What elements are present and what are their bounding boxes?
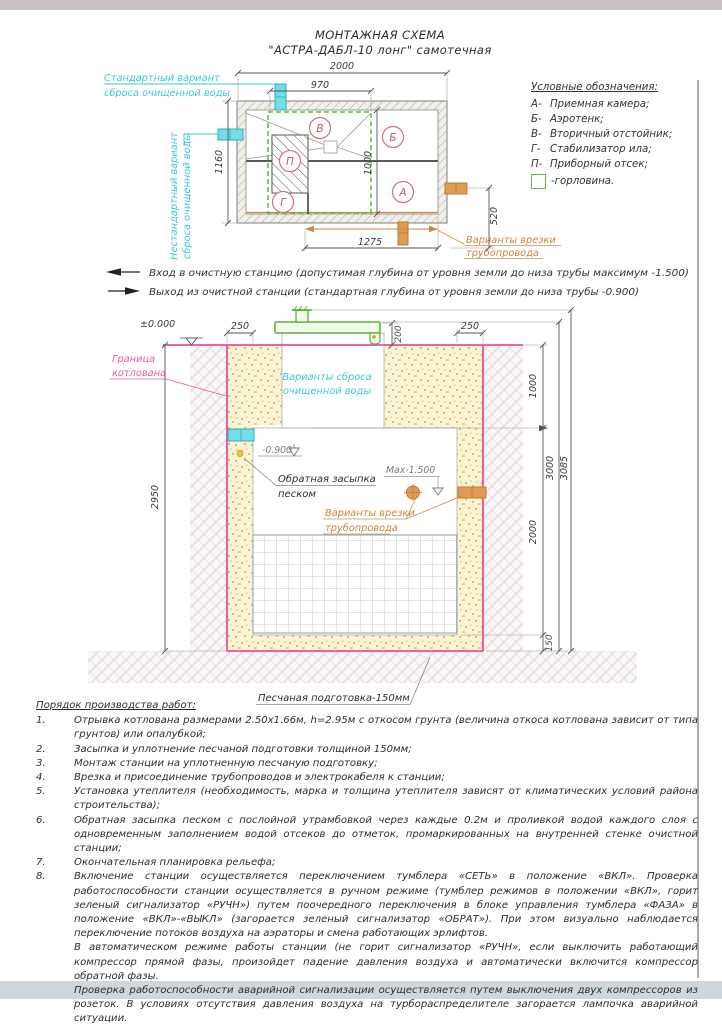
svg-text:сброса очищенной воды: сброса очищенной воды <box>182 132 193 260</box>
legend-item-a: А- Приемная камера; <box>531 99 650 110</box>
svg-text:Песчаная подготовка-150мм: Песчаная подготовка-150мм <box>258 693 410 704</box>
plan-pipe-nonstandard-discharge <box>218 129 243 140</box>
io-notes <box>106 267 689 298</box>
svg-text:Варианты сброса: Варианты сброса <box>282 372 372 383</box>
dim-1000-plan: 1000 <box>363 150 374 176</box>
worknote-item: 4. Врезка и присоединение трубопроводов и электрокабеля к станции; <box>36 772 445 784</box>
dim-250-right: 250 <box>460 321 480 332</box>
section-view <box>88 306 637 705</box>
svg-text:Мах-1.500: Мах-1.500 <box>386 465 436 476</box>
letter-B: Б <box>389 132 397 144</box>
svg-text:песком: песком <box>278 489 316 500</box>
dim-150: 150 <box>545 634 555 652</box>
plan-view <box>104 61 561 260</box>
section-outlet-pipe <box>228 429 254 441</box>
plan-pipe-inlet-bottom <box>398 222 408 245</box>
svg-text:Стандартный вариант: Стандартный вариант <box>104 73 220 84</box>
section-tank-grid <box>253 535 457 633</box>
dim-1275: 1275 <box>357 237 383 248</box>
inlet-arrow-icon <box>106 268 140 276</box>
section-sand-dot <box>237 451 243 457</box>
svg-text:Нестандартный вариант: Нестандартный вариант <box>169 132 180 260</box>
legend-item-p: П- Приборный отсек; <box>531 159 648 170</box>
dim-250-left: 250 <box>230 321 250 332</box>
letter-G: Г <box>280 197 286 209</box>
dim-200: 200 <box>394 325 404 343</box>
legend-header: Условные обозначения: <box>531 82 658 93</box>
dim-970: 970 <box>310 80 330 91</box>
worknote-item: 5. Установка утеплителя (необходимость, марка и толщина утеплителя зависят от климатических условий района строительства); <box>36 786 698 812</box>
title-line2: "АСТРА-ДАБЛ-10 лонг" самотечная <box>268 43 492 57</box>
svg-text:±0.000: ±0.000 <box>140 319 176 330</box>
worknote-item: 1. Отрывка котлована размерами 2.50х1.66м, h=2.95м с откосом грунта (величина откоса котлована зависит от типа грунтов) или опалубкой; <box>36 715 698 741</box>
legend-item-b: Б- Аэротенк; <box>531 114 604 125</box>
dim-2950: 2950 <box>150 484 161 510</box>
worknote-item: 2. Засыпка и уплотнение песчаной подготовки толщиной 150мм; <box>36 743 412 755</box>
svg-text:Варианты врезки: Варианты врезки <box>325 508 415 519</box>
plan-label-insert <box>438 231 561 260</box>
worknotes-header: Порядок производства работ: <box>36 700 196 711</box>
svg-text:Граница: Граница <box>112 354 156 365</box>
svg-text:трубопровода: трубопровода <box>325 523 398 534</box>
worknote-item: 8. Включение станции осуществляется переключением тумблера «СЕТЬ» в положение «ВКЛ». Проверка работоспособности станции осуществляется в ручном режиме (тумблер режимов в положении «ВКЛ», горит зеленый сигнализатор «РУЧН») путем поочередного переключения в блоке управления тумблера «ФАЗА» в положение «ВКЛ»-«ВЫКЛ» (загорается зеленый сигнализатор «ОБРАТ»). При этом визуально наблюдается переключение потоков воздуха на аэраторы и смена работающих эрлифтов. <box>36 871 698 940</box>
plan-label-standard <box>104 73 274 99</box>
legend-item-g: Г- Стабилизатор ила; <box>531 144 652 155</box>
title-line1: МОНТАЖНАЯ СХЕМА <box>314 28 446 42</box>
worknote-paragraph: В автоматическом режиме работы станции (не горит сигнализатор «РУЧН», если выключить работающий компрессор прямой фазы, произойдет падение давления воздуха и автоматически включится компрессор обратной фазы. <box>74 942 698 982</box>
svg-text:трубопровода: трубопровода <box>466 248 539 259</box>
section-zero-level <box>140 319 203 345</box>
worknote-item: 3. Монтаж станции на уплотненную песчаную подготовку; <box>36 757 378 769</box>
letter-P: П <box>286 156 294 168</box>
svg-text:-0.900: -0.900 <box>262 445 292 456</box>
plan-pipe-inlet-right <box>445 183 467 194</box>
letter-V: В <box>316 123 324 135</box>
worknote-item: 7. Окончательная планировка рельефа; <box>36 857 276 869</box>
svg-text:Обратная засыпка: Обратная засыпка <box>278 474 376 485</box>
svg-text:очищенной воды: очищенной воды <box>283 386 371 397</box>
svg-text:сброса очищенной воды: сброса очищенной воды <box>104 88 231 99</box>
dim-2000: 2000 <box>329 61 355 72</box>
outlet-arrow-icon <box>108 287 140 295</box>
worknote-item: 6. Обратная засыпка песком с послойной утрамбовкой через каждые 0.2м и проливкой водой каждого слоя с одновременным заполнением водой отсеков до отметок, промаркированных на внутренней стенке очистной станции; <box>36 814 698 855</box>
inlet-note: Вход в очистную станцию (допустимая глубина от уровня земли до низа трубы максимум -1.500) <box>149 268 668 279</box>
legend-item-v: В- Вторичный отстойник; <box>531 129 673 140</box>
letter-A: А <box>399 187 407 199</box>
dim-2000-section: 2000 <box>528 519 539 545</box>
plan-label-nonstandard <box>169 132 217 260</box>
svg-text:котлована: котлована <box>112 368 167 379</box>
worknotes <box>36 699 698 1027</box>
worknote-paragraph: Проверка работоспособности аварийной сигнализации осуществляется путем выключения двух компрессоров из розеток. В условиях отсутствия давления воздуха на турбораспределителе загорается лампочка аварийной ситуации. <box>74 985 698 1025</box>
dim-3000: 3000 <box>545 455 556 481</box>
plan-pipe-standard-discharge <box>275 84 286 110</box>
dim-1160: 1160 <box>214 149 225 175</box>
outlet-note: Выход из очистной станции (стандартная глубина от уровня земли до низа трубы -0.900) <box>149 287 627 298</box>
dim-1000-section: 1000 <box>528 373 539 399</box>
legend-item-gorlovina: -горловина. <box>531 174 706 189</box>
svg-text:Варианты врезки: Варианты врезки <box>466 235 556 246</box>
dim-3085: 3085 <box>559 455 570 481</box>
dim-520: 520 <box>489 206 500 226</box>
plan-insert-range <box>305 226 438 232</box>
